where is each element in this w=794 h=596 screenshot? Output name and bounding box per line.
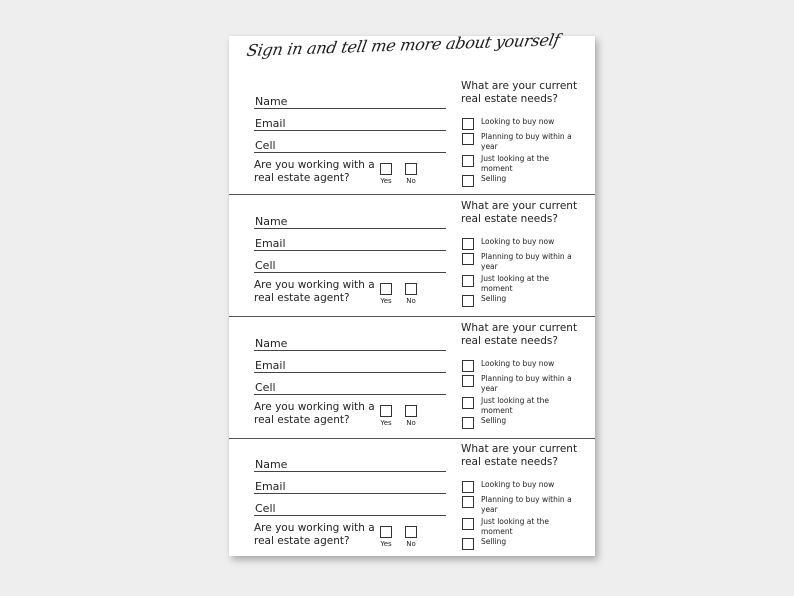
- cell-field[interactable]: [254, 494, 446, 516]
- name-field[interactable]: [254, 329, 446, 351]
- needs-option-label: Looking to buy now: [481, 237, 555, 246]
- name-label: Name: [255, 337, 288, 350]
- field-underline: [254, 394, 446, 395]
- email-label: Email: [255, 480, 286, 493]
- agent-question: Are you working with a real estate agent?: [254, 159, 375, 184]
- needs-option-label: Planning to buy within a year: [481, 374, 572, 393]
- section-divider: [229, 438, 595, 439]
- needs-checkbox[interactable]: [462, 481, 474, 493]
- name-field[interactable]: [254, 87, 446, 109]
- needs-option-label: Selling: [481, 537, 507, 546]
- section-divider: [229, 194, 595, 195]
- needs-checkbox[interactable]: [462, 496, 474, 508]
- cell-label: Cell: [255, 381, 276, 394]
- needs-checkbox[interactable]: [462, 275, 474, 287]
- agent-no-option: [403, 526, 419, 548]
- email-field[interactable]: [254, 229, 446, 251]
- needs-checkbox[interactable]: [462, 133, 474, 145]
- needs-question: What are your current real estate needs?: [461, 322, 578, 347]
- sheet-title: Sign in and tell me more about yourself: [245, 30, 562, 60]
- name-label: Name: [255, 458, 288, 471]
- cell-field[interactable]: [254, 373, 446, 395]
- needs-checkbox[interactable]: [462, 238, 474, 250]
- needs-option-label: Looking to buy now: [481, 117, 555, 126]
- cell-label: Cell: [255, 259, 276, 272]
- needs-option-label: Selling: [481, 294, 507, 303]
- needs-option-label: Just looking at the moment: [481, 396, 550, 415]
- agent-yes-label: Yes: [380, 540, 392, 548]
- agent-no-label: No: [406, 419, 416, 427]
- needs-option-label: Looking to buy now: [481, 480, 555, 489]
- needs-checkbox[interactable]: [462, 538, 474, 550]
- agent-yes-option: [378, 405, 394, 427]
- needs-option-label: Looking to buy now: [481, 359, 555, 368]
- agent-yes-label: Yes: [380, 419, 392, 427]
- needs-option-label: Selling: [481, 416, 507, 425]
- needs-option-label: Just looking at the moment: [481, 517, 550, 536]
- needs-option-label: Selling: [481, 174, 507, 183]
- agent-no-checkbox[interactable]: [405, 526, 417, 538]
- name-label: Name: [255, 215, 288, 228]
- needs-option-label: Planning to buy within a year: [481, 132, 572, 151]
- needs-question: What are your current real estate needs?: [461, 443, 578, 468]
- needs-option-label: Planning to buy within a year: [481, 495, 572, 514]
- agent-question: Are you working with a real estate agent?: [254, 522, 375, 547]
- agent-question: Are you working with a real estate agent?: [254, 279, 375, 304]
- sign-in-sheet: [229, 30, 595, 556]
- agent-yes-option: [378, 163, 394, 185]
- cell-label: Cell: [255, 139, 276, 152]
- name-field[interactable]: [254, 450, 446, 472]
- needs-checkbox[interactable]: [462, 175, 474, 187]
- agent-no-checkbox[interactable]: [405, 283, 417, 295]
- cell-label: Cell: [255, 502, 276, 515]
- needs-checkbox[interactable]: [462, 518, 474, 530]
- needs-option-label: Just looking at the moment: [481, 154, 550, 173]
- agent-yes-checkbox[interactable]: [380, 163, 392, 175]
- needs-checkbox[interactable]: [462, 155, 474, 167]
- email-label: Email: [255, 359, 286, 372]
- field-underline: [254, 272, 446, 273]
- needs-checkbox[interactable]: [462, 295, 474, 307]
- field-underline: [254, 152, 446, 153]
- needs-checkbox[interactable]: [462, 118, 474, 130]
- needs-option-label: Planning to buy within a year: [481, 252, 572, 271]
- agent-question: Are you working with a real estate agent?: [254, 401, 375, 426]
- cell-field[interactable]: [254, 131, 446, 153]
- cell-field[interactable]: [254, 251, 446, 273]
- agent-no-option: [403, 405, 419, 427]
- agent-yes-option: [378, 283, 394, 305]
- agent-no-option: [403, 163, 419, 185]
- agent-no-label: No: [406, 540, 416, 548]
- needs-option-label: Just looking at the moment: [481, 274, 550, 293]
- agent-yes-checkbox[interactable]: [380, 405, 392, 417]
- needs-checkbox[interactable]: [462, 417, 474, 429]
- email-field[interactable]: [254, 472, 446, 494]
- agent-no-option: [403, 283, 419, 305]
- agent-no-label: No: [406, 177, 416, 185]
- agent-no-checkbox[interactable]: [405, 405, 417, 417]
- field-underline: [254, 515, 446, 516]
- needs-checkbox[interactable]: [462, 397, 474, 409]
- email-label: Email: [255, 237, 286, 250]
- needs-checkbox[interactable]: [462, 253, 474, 265]
- agent-yes-option: [378, 526, 394, 548]
- name-field[interactable]: [254, 207, 446, 229]
- name-label: Name: [255, 95, 288, 108]
- needs-question: What are your current real estate needs?: [461, 80, 578, 105]
- agent-no-label: No: [406, 297, 416, 305]
- agent-yes-checkbox[interactable]: [380, 283, 392, 295]
- section-divider: [229, 316, 595, 317]
- agent-no-checkbox[interactable]: [405, 163, 417, 175]
- needs-checkbox[interactable]: [462, 375, 474, 387]
- agent-yes-checkbox[interactable]: [380, 526, 392, 538]
- agent-yes-label: Yes: [380, 297, 392, 305]
- needs-checkbox[interactable]: [462, 360, 474, 372]
- email-field[interactable]: [254, 109, 446, 131]
- email-field[interactable]: [254, 351, 446, 373]
- agent-yes-label: Yes: [380, 177, 392, 185]
- needs-question: What are your current real estate needs?: [461, 200, 578, 225]
- email-label: Email: [255, 117, 286, 130]
